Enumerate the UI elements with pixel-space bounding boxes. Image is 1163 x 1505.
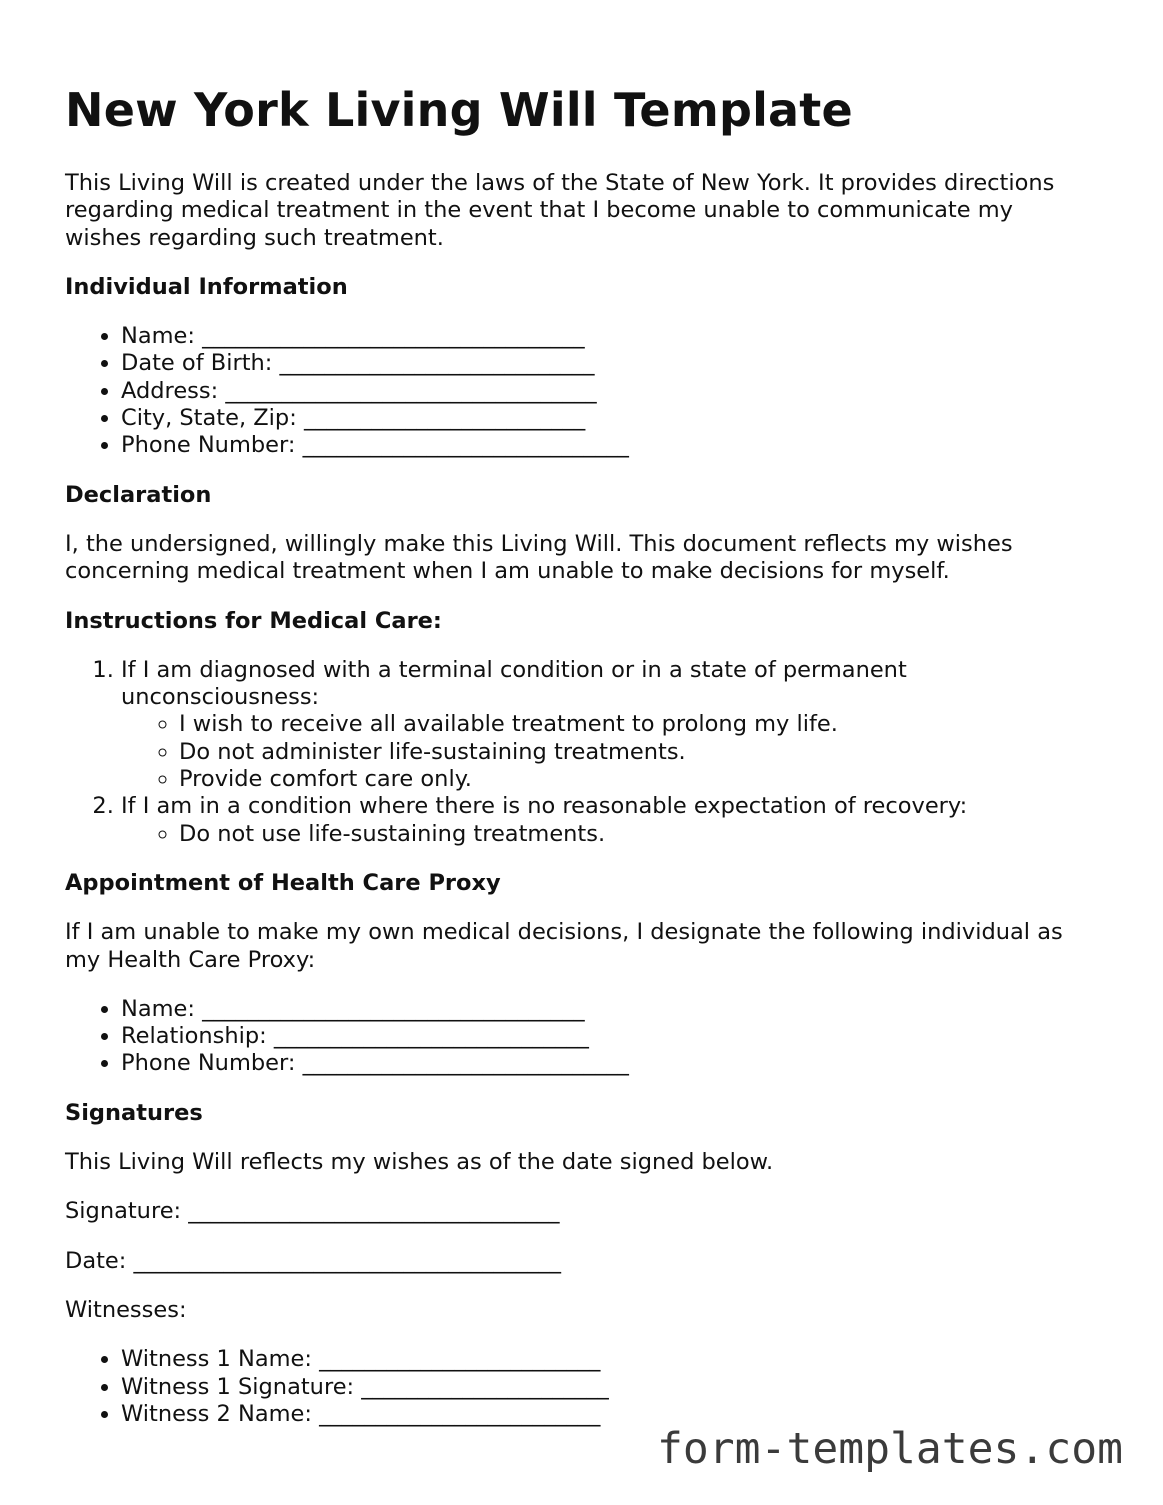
signatures-heading: Signatures [65, 1099, 203, 1126]
name-field: • Name: __________________________________ [121, 323, 1095, 350]
signature-field: Signature: _________________________________ [65, 1198, 560, 1225]
declaration-heading: Declaration [65, 481, 212, 508]
proxy-heading: Appointment of Health Care Proxy [65, 869, 501, 896]
instruction-option: ◦ Do not use life-sustaining treatments. [179, 821, 1095, 848]
individual-fields [65, 323, 1095, 459]
proxy-name-field: • Name: __________________________________ [121, 996, 1095, 1023]
phone-field: • Phone Number: _____________________________ [121, 432, 1095, 459]
date-field: Date: ______________________________________ [65, 1247, 562, 1274]
page-title: New York Living Will Template [65, 83, 853, 137]
instruction-text: If I am in a condition where there is no reasonable expectation of recovery: [121, 793, 968, 820]
signatures-text: This Living Will reflects my wishes as of the date signed below. [65, 1149, 774, 1176]
witness1-name-field: • Witness 1 Name: _________________________ [121, 1346, 1095, 1373]
instruction-text: If I am diagnosed with a terminal condition or in a state of permanent unconsciousness: [121, 656, 907, 711]
instructions-list [65, 657, 1095, 848]
proxy-relationship-field: • Relationship: ____________________________ [121, 1023, 1095, 1050]
instruction-options [121, 821, 1095, 848]
address-field: • Address: _________________________________ [121, 378, 1095, 405]
instruction-item [121, 657, 1095, 793]
witness1-signature-field: • Witness 1 Signature: ______________________ [121, 1374, 1095, 1401]
witnesses-label: Witnesses: [65, 1296, 187, 1323]
proxy-text: If I am unable to make my own medical decisions, I designate the following individual as my Health Care Proxy: [65, 919, 1063, 973]
document-page [65, 82, 1095, 1450]
instructions-heading: Instructions for Medical Care: [65, 607, 442, 634]
witness2-name-field: • Witness 2 Name: _________________________ [121, 1401, 1095, 1428]
city-state-zip-field: • City, State, Zip: _________________________ [121, 405, 1095, 432]
proxy-phone-field: • Phone Number: _____________________________ [121, 1050, 1095, 1077]
instruction-option: ◦ Do not administer life-sustaining treatments. [179, 739, 1095, 766]
watermark: form-templates.com [651, 1424, 1129, 1474]
instruction-option: ◦ Provide comfort care only. [179, 766, 1095, 793]
instruction-options [121, 711, 1095, 793]
individual-heading: Individual Information [65, 273, 348, 300]
witness-fields [65, 1346, 1095, 1428]
dob-field: • Date of Birth: ____________________________ [121, 350, 1095, 377]
intro-paragraph: This Living Will is created under the laws of the State of New York. It provides directions regarding medical treatment in the event that I become unable to communicate my wishes regarding such treatment. [65, 170, 1055, 251]
instruction-option: ◦ I wish to receive all available treatment to prolong my life. [179, 711, 1095, 738]
proxy-fields [65, 996, 1095, 1078]
instruction-item [121, 793, 1095, 848]
declaration-text: I, the undersigned, willingly make this Living Will. This document reflects my wishes concerning medical treatment when I am unable to make decisions for myself. [65, 530, 1013, 585]
